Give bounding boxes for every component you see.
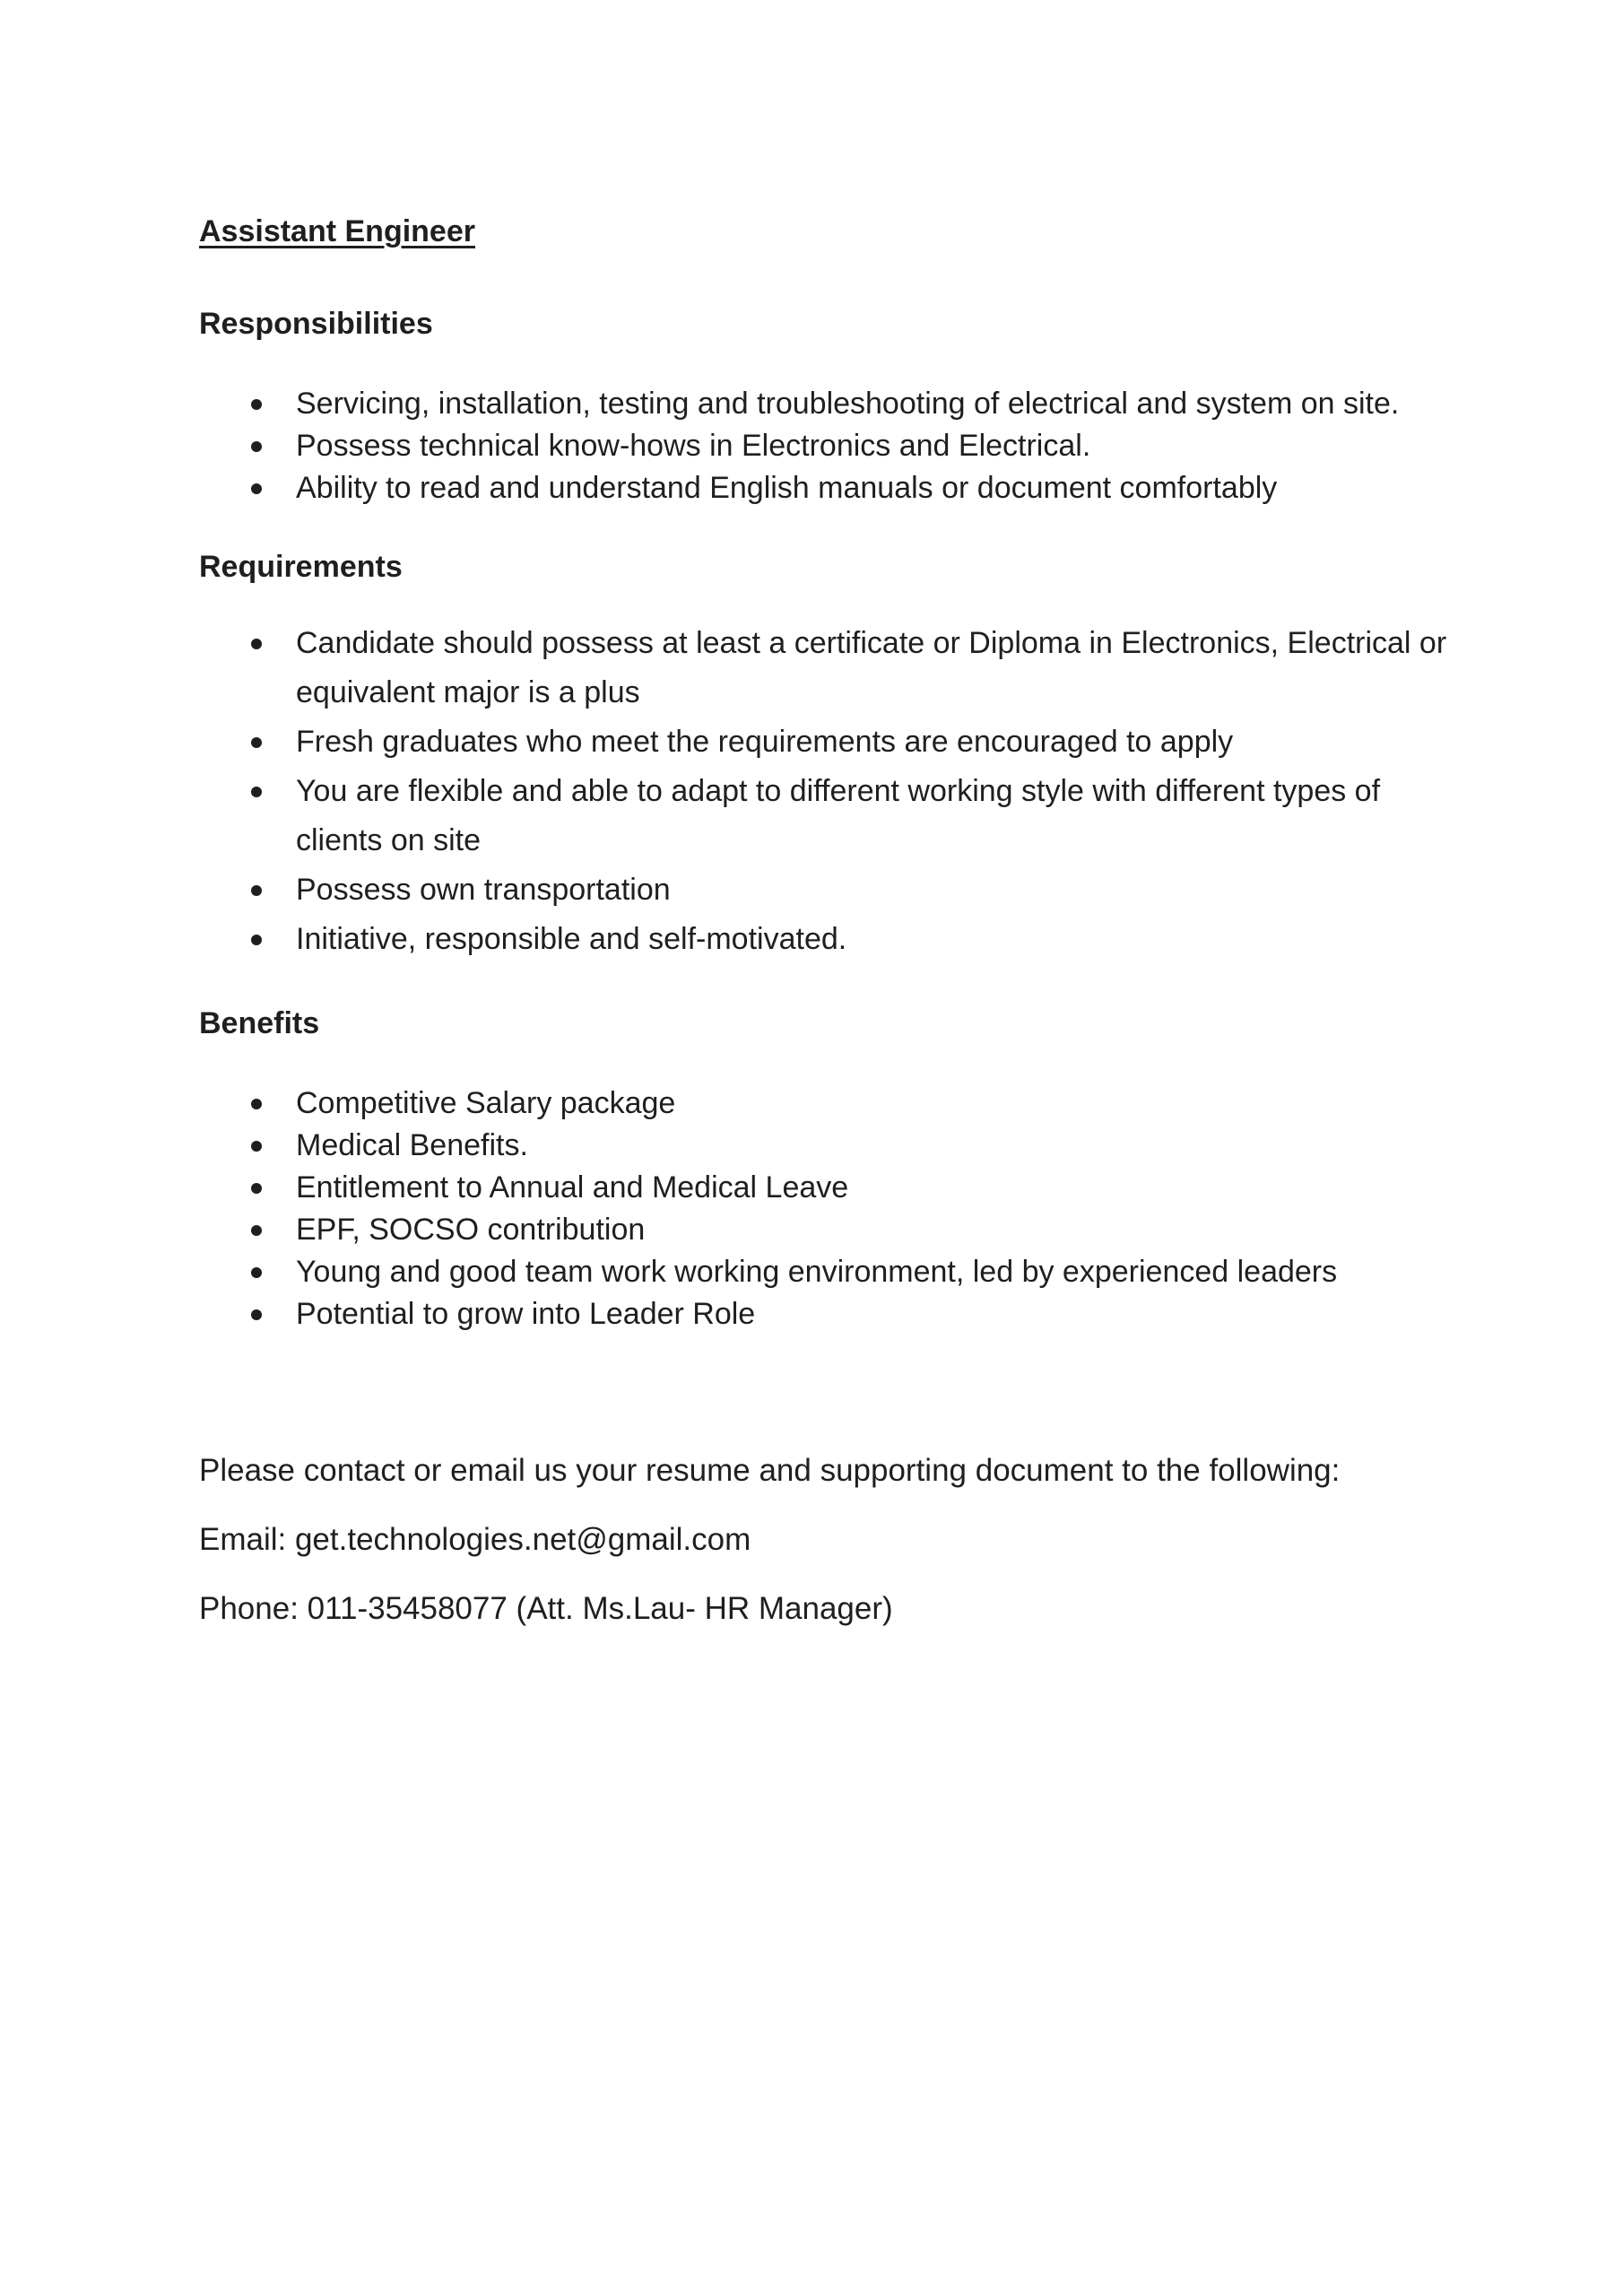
contact-phone: Phone: 011-35458077 (Att. Ms.Lau- HR Manager) <box>199 1591 893 1627</box>
list-item-text: Ability to read and understand English manuals or document comfortably <box>296 470 1278 505</box>
benefits-heading: Benefits <box>199 1006 320 1041</box>
contact-email: Email: get.technologies.net@gmail.com <box>199 1522 751 1558</box>
bullet-icon <box>251 399 262 410</box>
requirements-heading: Requirements <box>199 549 403 584</box>
bullet-icon <box>251 885 262 896</box>
bullet-icon <box>251 737 262 748</box>
list-item-text: Possess own transportation <box>296 873 671 908</box>
list-item <box>199 1125 1472 1167</box>
requirements-list <box>199 619 1472 964</box>
list-item-text: Fresh graduates who meet the requirements are encouraged to apply <box>296 725 1234 760</box>
list-item <box>199 865 1472 915</box>
list-item-text: Candidate should possess at least a certificate or Diploma in Electronics, Electrical or equivalent major is a plus <box>296 626 1447 710</box>
list-item-text: EPF, SOCSO contribution <box>296 1213 646 1248</box>
list-item <box>199 767 1472 865</box>
list-item <box>199 1167 1472 1209</box>
bullet-icon <box>251 1141 262 1152</box>
list-item <box>199 425 1472 467</box>
list-item <box>199 1293 1472 1335</box>
document-content <box>199 213 1472 1659</box>
bullet-icon <box>251 639 262 649</box>
bullet-icon <box>251 787 262 797</box>
bullet-icon <box>251 483 262 494</box>
list-item <box>199 1209 1472 1251</box>
job-title: Assistant Engineer <box>199 214 475 248</box>
list-item-text: Possess technical know-hows in Electronics and Electrical. <box>296 428 1091 463</box>
list-item <box>199 383 1472 425</box>
list-item-text: Potential to grow into Leader Role <box>296 1297 756 1332</box>
spacer <box>199 509 1472 549</box>
list-item-text: Servicing, installation, testing and troubleshooting of electrical and system on site. <box>296 386 1400 421</box>
list-item <box>199 1251 1472 1293</box>
responsibilities-heading: Responsibilities <box>199 306 433 341</box>
bullet-icon <box>251 1309 262 1320</box>
list-item <box>199 915 1472 964</box>
bullet-icon <box>251 1225 262 1236</box>
list-item <box>199 467 1472 509</box>
list-item-text: Competitive Salary package <box>296 1086 676 1121</box>
list-item-text: Young and good team work working environment, led by experienced leaders <box>296 1255 1338 1290</box>
bullet-icon <box>251 441 262 452</box>
bullet-icon <box>251 1183 262 1194</box>
list-item-text: You are flexible and able to adapt to different working style with different types of clients on site <box>296 774 1381 858</box>
list-item <box>199 718 1472 767</box>
bullet-icon <box>251 935 262 945</box>
contact-intro: Please contact or email us your resume and supporting document to the following: <box>199 1453 1341 1489</box>
benefits-list <box>199 1083 1472 1335</box>
list-item <box>199 619 1472 718</box>
spacer <box>199 964 1472 1005</box>
list-item <box>199 1083 1472 1125</box>
responsibilities-list <box>199 383 1472 509</box>
list-item-text: Medical Benefits. <box>296 1128 528 1163</box>
list-item-text: Initiative, responsible and self-motivated. <box>296 922 847 957</box>
contact-section <box>199 1452 1472 1628</box>
bullet-icon <box>251 1099 262 1109</box>
list-item-text: Entitlement to Annual and Medical Leave <box>296 1170 849 1205</box>
bullet-icon <box>251 1267 262 1278</box>
